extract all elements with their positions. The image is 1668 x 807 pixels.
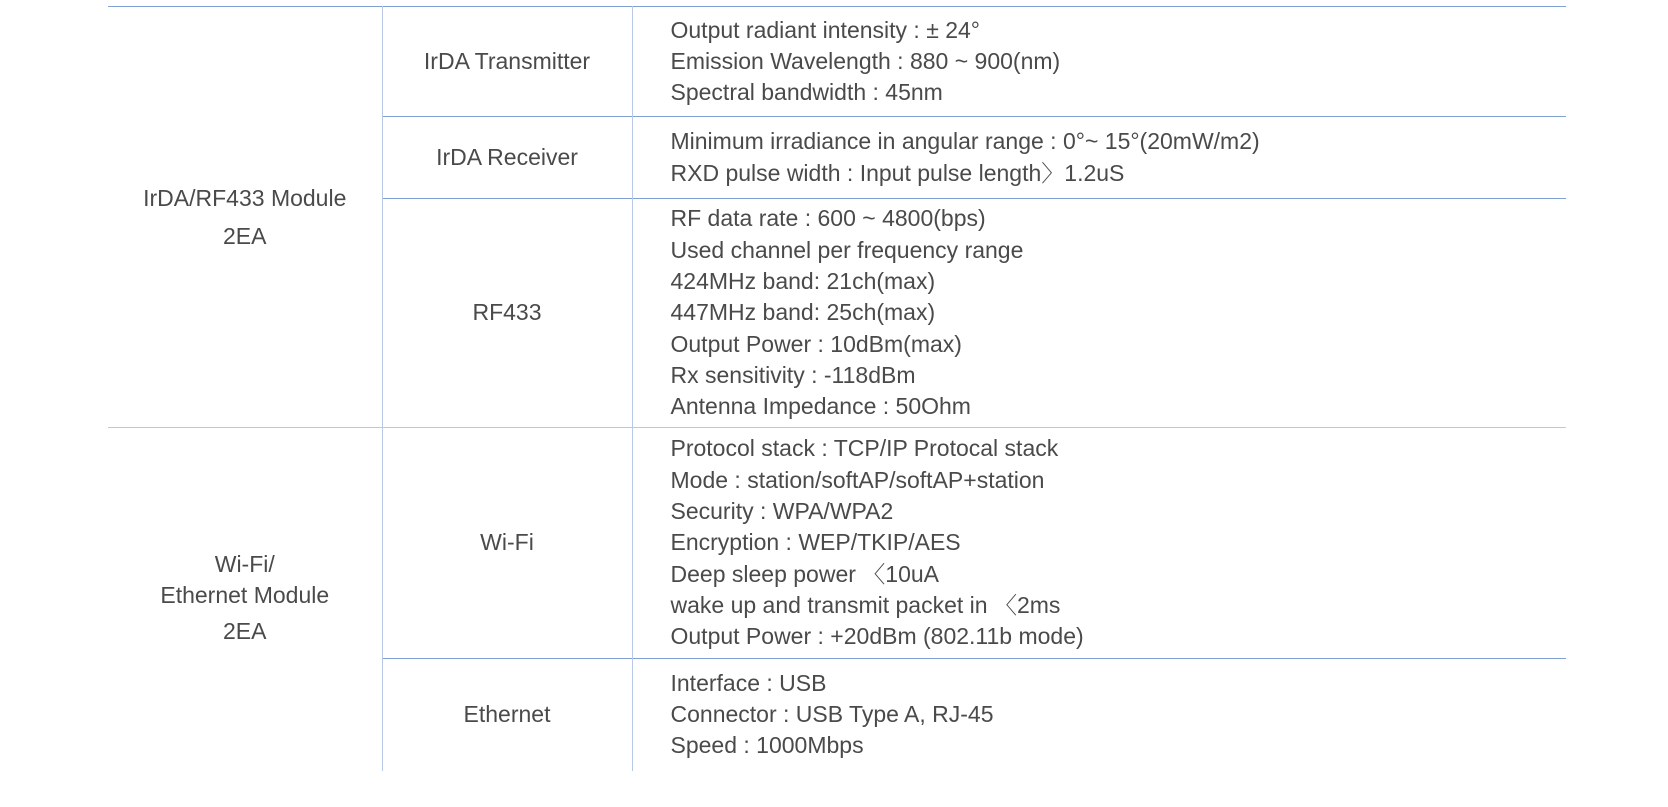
module-cell-irda-rf433 [108, 7, 382, 428]
spec-cell [632, 199, 1566, 428]
component-wifi: Wi-Fi [382, 428, 632, 659]
spec-line: Protocol stack : TCP/IP Protocal stack [670, 435, 1059, 462]
spec-cell [632, 659, 1566, 771]
module-name: Ethernet Module [160, 582, 330, 609]
component-ethernet: Ethernet [382, 659, 632, 771]
spec-line: Minimum irradiance in angular range : 0°~ 15°(20mW/m2) [670, 128, 1260, 155]
spec-line: Encryption : WEP/TKIP/AES [670, 529, 961, 556]
spec-line: Rx sensitivity : -118dBm [670, 361, 916, 388]
spec-cell [632, 428, 1566, 659]
module-cell-wifi-ethernet [108, 428, 382, 771]
spec-line: Antenna Impedance : 50Ohm [670, 393, 971, 420]
spec-line: Mode : station/softAP/softAP+station [670, 466, 1045, 493]
spec-line: Output Power : 10dBm(max) [670, 330, 962, 357]
spec-table [108, 6, 1566, 771]
spec-line: 447MHz band: 25ch(max) [670, 299, 936, 326]
spec-line: Connector : USB Type A, RJ-45 [670, 701, 994, 728]
spec-line: RF data rate : 600 ~ 4800(bps) [670, 205, 986, 232]
spec-cell [632, 117, 1566, 199]
spec-line: wake up and transmit packet in 〈2ms [670, 591, 1061, 618]
spec-line: Interface : USB [670, 669, 827, 696]
component-irda-transmitter: IrDA Transmitter [382, 7, 632, 117]
module-quantity: 2EA [223, 617, 267, 644]
spec-line: Output radiant intensity : ± 24° [670, 16, 980, 43]
component-rf433: RF433 [382, 199, 632, 428]
spec-line: Speed : 1000Mbps [670, 732, 864, 759]
spec-line: RXD pulse width : Input pulse length〉1.2uS [670, 159, 1125, 186]
spec-line: Emission Wavelength : 880 ~ 900(nm) [670, 47, 1061, 74]
module-quantity: 2EA [223, 223, 267, 249]
spec-line: Output Power : +20dBm (802.11b mode) [670, 623, 1084, 650]
spec-line: Used channel per frequency range [670, 236, 1024, 263]
spec-line: 424MHz band: 21ch(max) [670, 268, 936, 295]
spec-cell [632, 7, 1566, 117]
spec-line: Spectral bandwidth : 45nm [670, 79, 943, 106]
table-row [108, 428, 1566, 659]
module-name: IrDA/RF433 Module [143, 185, 347, 211]
table-row [108, 7, 1566, 117]
spec-line: Deep sleep power 〈10uA [670, 560, 939, 587]
component-irda-receiver: IrDA Receiver [382, 117, 632, 199]
module-name: Wi-Fi/ [214, 550, 275, 577]
spec-line: Security : WPA/WPA2 [670, 498, 894, 525]
